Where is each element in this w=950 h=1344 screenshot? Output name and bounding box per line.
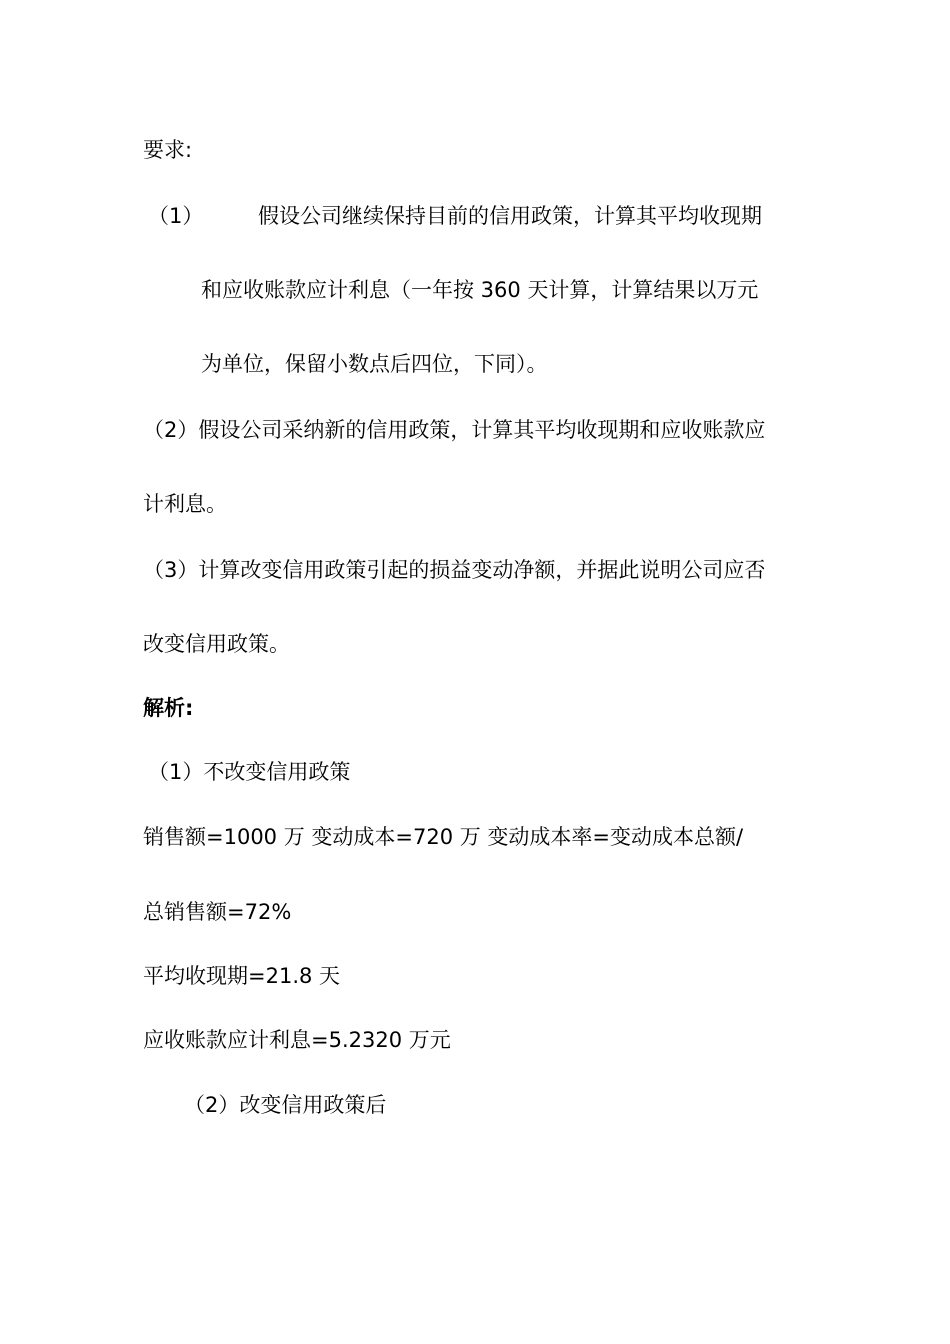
analysis-heading: 解析: [143,696,194,720]
requirements-heading: 要求: [143,138,193,162]
q3-line-2: 改变信用政策。 [143,632,290,656]
q2-line-1: （2）假设公司采纳新的信用政策，计算其平均收现期和应收账款应 [143,418,766,442]
a1-line-1: 销售额=1000 万 变动成本=720 万 变动成本率=变动成本总额/ [143,825,744,849]
a1-title: （1）不改变信用政策 [148,760,351,784]
a1-line-2: 总销售额=72% [143,900,292,924]
q1-line-3: 为单位，保留小数点后四位，下同）。 [201,352,548,376]
q3-line-1: （3）计算改变信用政策引起的损益变动净额，并据此说明公司应否 [143,558,766,582]
a2-title: （2）改变信用政策后 [184,1093,387,1117]
a1-line-4: 应收账款应计利息=5.2320 万元 [143,1028,451,1052]
q1-number: （1） [148,204,204,228]
a1-line-3: 平均收现期=21.8 天 [143,964,341,988]
q1-line-1: 假设公司继续保持目前的信用政策，计算其平均收现期 [258,204,762,228]
q2-line-2: 计利息。 [143,492,227,516]
q1-line-2: 和应收账款应计利息（一年按 360 天计算，计算结果以万元 [201,278,759,302]
